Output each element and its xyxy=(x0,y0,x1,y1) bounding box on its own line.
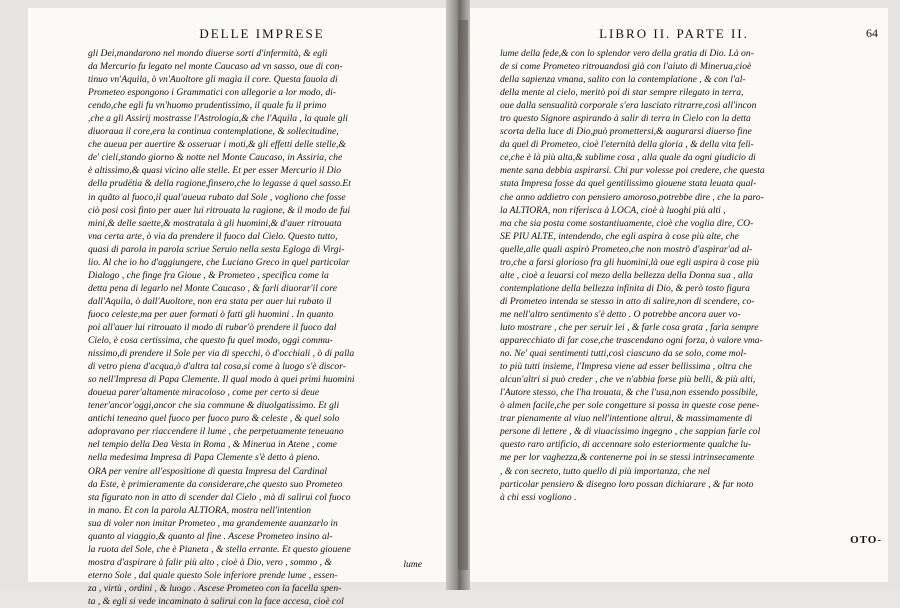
text-line: me per lor vaghezza,& contenerne poi in se stessi intrinsecamente xyxy=(500,452,755,464)
text-line: lume della fede,& con lo splendor vero della gratia di Dio. Là on- xyxy=(500,48,754,59)
text-line: tener'ancor'oggi,ancor che sia commune & diuolgatissimo. Et gli xyxy=(88,400,340,412)
text-line: SE PIU ALTE, intendendo, che egli aspira à cose più alte, che xyxy=(500,230,739,242)
text-line: nella medesima Impresa di Papa Clemente s'è detto à pieno. xyxy=(88,452,320,464)
text-line: questo raro artificio, di accennare solo esteriormente qualche lu- xyxy=(500,439,752,451)
text-line: Prometeo espongono i Grammatici con allegorie a lor modo, di- xyxy=(88,87,336,99)
text-line: in mano. Et con la parola ALTIORA, mostra nell'intention xyxy=(88,504,312,516)
text-line: che anno addietro con pensiero amoroso,potrebbe dire , che la paro- xyxy=(500,191,764,203)
text-line: antichi teneano quel fuoco per fuoco puro & celeste , & quel solo xyxy=(88,413,340,425)
text-line: è altissimo,& quasi vicino alle stelle. Et per esser Mercurio il Dio xyxy=(88,165,342,177)
text-line: de si come Prometeo ritrouandosi già con l'aiuto di Minerua,cioè xyxy=(500,61,752,73)
text-line: ta , & egli si vede incaminato à salirui con la face accesa, cioè col xyxy=(88,595,344,607)
text-line: di Prometeo intenda se stesso in atto di salire,non di scendere, co- xyxy=(500,295,755,307)
text-line: apparecchiato di far cose,che trascendano ogni forza, ò valore vma- xyxy=(500,335,763,347)
text-line: tinuo vn'Aquila, ò vn'Auoltore gli magia il core. Questa fauola di xyxy=(88,74,338,86)
text-line: persone di lettere , & di viuacissimo ingegno , che sappian farle col xyxy=(500,426,761,438)
text-line: di vetro piena d'acqua,ò d'altra tal cosa,si come à luogo s'è discor- xyxy=(88,361,346,373)
text-line: quanto al viaggio,& quanto al fine . Ascese Prometeo insino al- xyxy=(88,530,333,542)
text-line: mini,& delle saette,& mostratala à gli huomini,& d'auer ritrouata xyxy=(88,217,342,229)
text-line: mostra d'aspirare à falir più alto , cioè à Dio, vero , sommo , & xyxy=(88,556,332,568)
text-line: Cielo, è cosa certissima, che questo fu quel modo, oggi commu- xyxy=(88,335,333,347)
left-catchword: lume xyxy=(403,559,422,570)
right-catchword: OTO- xyxy=(850,534,882,546)
text-line: tro,che a farsi glorioso fra gli huomini,là oue egli aspira à cose più xyxy=(500,256,760,268)
text-line: de' cieli,stando giorno & notte nel Monte Caucaso, in Assiria, che xyxy=(88,152,343,164)
text-line: da quel di Prometeo, cioè l'eternità della gloria , & della vita feli- xyxy=(500,139,754,151)
text-line: oue dalla sensualità corporale s'era lasciato ritrarre,così all'incon xyxy=(500,100,757,112)
page-number: 64 xyxy=(866,26,878,40)
text-line: à chi essi vogliono . xyxy=(500,491,577,503)
text-line: tro questo Signore aspirando à salir di terra in Cielo con la detta xyxy=(500,113,751,125)
text-line: alte , cioè a leuarsi col mezo della bellezza della Donna sua , alla xyxy=(500,269,753,281)
text-line: to più tutti insieme, l'Impresa viene ad esser bellissima , oltra che xyxy=(500,361,752,373)
text-line: quelle,alle quali aspirò Prometeo,che non mostrò d'aspirar'ad al- xyxy=(500,243,753,255)
text-line: sta figurato non in atto di scender dal Cielo , mà di salirui col fuoco xyxy=(88,491,351,503)
right-page-body xyxy=(500,47,848,504)
text-line: l'Autore stesso, che l'ha trouata, & che l'usa,non essendo possibile, xyxy=(500,387,758,399)
text-line: za , virtù , ordini , & luogo . Ascese Prometeo con la facella spen- xyxy=(88,582,342,594)
text-line: adopravano per riaccendere il lume , che perpetuamente teneuano xyxy=(88,426,344,438)
text-line: poi all'auer lui ritrouato il modo di rubar'ò prendere il fuoco dal xyxy=(88,321,337,333)
text-line: me nell'altro sentimento s'è detto . O potrebbe ancora auer vo- xyxy=(500,308,741,320)
text-line: della mente al cielo, meritò poi di star sempre rilegato in terra, xyxy=(500,87,744,99)
text-line: della sapienza vmana, salito con la contemplatione , & con l'al- xyxy=(500,74,746,86)
left-running-head: DELLE IMPRESE xyxy=(199,26,325,41)
text-line: detta pena di legarlo nel Monte Caucaso , & farli diuorar'il core xyxy=(88,282,337,294)
text-line: in quãto al fuoco,il qual'aueua rubato dal Sole , vogliono che fosse xyxy=(88,191,346,203)
text-line: cendo,che egli fu vn'huomo prudentissimo, il quale fu il primo xyxy=(88,100,327,112)
text-line: ,che a gli Assirij mostrasse l'Astrologia,& che l'Aquila , la quale gli xyxy=(88,113,348,125)
text-line: luto mostrare , che per seruir lei , & farle cosa grata , faria sempre xyxy=(500,321,759,333)
text-line: contemplatione della bellezza infinita di Dio, & però tosto figura xyxy=(500,282,750,294)
text-line: sua di voler non imitar Prometeo , ma grandemente auanzarlo in xyxy=(88,517,338,529)
text-line: alcun'altri si può creder , che ve n'abbia forse più belli, & più alti, xyxy=(500,374,756,386)
text-line: vna certa arte, ò via da prendere il fuoco dal Cielo. Questo tutto, xyxy=(88,230,338,242)
text-line: nel tempio della Dea Vesta in Roma , & Minerua in Atene , come xyxy=(88,439,337,451)
text-line: gli Dei,mandarono nel mondo diuerse sorti d'infermità, & egli xyxy=(88,48,328,59)
text-line: eterno Sole , dal quale questo Sole inferiore prende lume , essen- xyxy=(88,569,338,581)
text-line: diuoraua il core,era la continua contemplatione, & sollecitudine, xyxy=(88,126,339,138)
text-line: che aueua per auertire & osseruar i moti,& gli effetti delle stelle,& xyxy=(88,139,346,151)
text-line: mente sana debbia aspirarsi. Chi pur volesse poi credere, che questa xyxy=(500,165,765,177)
text-line: nissimo,di prendere il Sole per via di specchi, ò d'occhiali , ò di palla xyxy=(88,348,355,360)
text-line: scorta della luce di Dio,può promettersi,& augurarsi diuerso fine xyxy=(500,126,752,138)
text-line: quasi di parola in parola scriue Seruio nella sesta Egloga di Virgi- xyxy=(88,243,345,255)
text-line: la ruota del Sole, che è Pianeta , & stella errante. Et questo giouene xyxy=(88,543,351,555)
gutter-shadow xyxy=(458,20,468,570)
text-line: trar pienamente al viuo nell'intentione altrui, & massimamente di xyxy=(500,413,753,425)
text-line: della prudëtia & della ragione,finsero,che lo legasse á quel sasso.Et xyxy=(88,178,351,190)
text-line: fuoco celeste,ma per auer formati ò fatti gli huomini . In quanto xyxy=(88,308,334,320)
text-line: dall'Aquila, ò dall'Auoltore, non era stata per auer lui rubato il xyxy=(88,295,332,307)
text-line: Dialogo , che finge fra Gioue , & Prometeo , specifica come la xyxy=(88,269,329,281)
text-line: da Este, è primieramente da considerare,che questo suo Prometeo xyxy=(88,478,343,490)
text-line: doueua parer'altamente miracoloso , come per certo si deue xyxy=(88,387,320,399)
left-page xyxy=(28,8,446,607)
right-running-head-text: LIBRO II. PARTE II. xyxy=(599,26,749,41)
text-line: ma che sia posta come sostantiuamente, cioè che voglia dire, CO- xyxy=(500,217,754,229)
right-page xyxy=(470,8,888,582)
text-line: stata Impresa fosse da quel gentilissimo giouene stata leuata qual- xyxy=(500,178,757,190)
text-line: , & con secreto, tutto quello di più importanza, che nel xyxy=(500,465,710,477)
text-line: ce,che è là più alta,& sublime cosa , alla quale da ogni giudicio di xyxy=(500,152,756,164)
text-line: ORA per venire all'espositione di questa Impresa del Cardinal xyxy=(88,465,328,477)
text-line: particolar pensiero & disegno loro possan dichiarare , & far noto xyxy=(500,478,754,490)
left-page-body xyxy=(88,47,436,608)
text-line: no. Ne' quai sentimenti tutti,così ciascuno da se solo, come mol- xyxy=(500,348,747,360)
text-line: ò almen facile,che per sole congetture si possa in queste cose pene- xyxy=(500,400,760,412)
right-running-head xyxy=(500,26,878,42)
text-line: ciò posi così finto per auer lui ritrouata la ragione, & il modo de fui xyxy=(88,204,351,216)
text-line: so nell'Impresa di Papa Clemente. Il qual modo à quei primi huomini xyxy=(88,374,355,386)
text-line: da Mercurio fu legato nel monte Caucaso ad vn sasso, oue di con- xyxy=(88,61,343,73)
text-line: la ALTIORA, non riferisca à LOCA, cioè à luoghi più alti , xyxy=(500,204,726,216)
text-line: lio. Al che io ho d'aggiungere, che Luciano Greco in quel particolar xyxy=(88,256,350,268)
